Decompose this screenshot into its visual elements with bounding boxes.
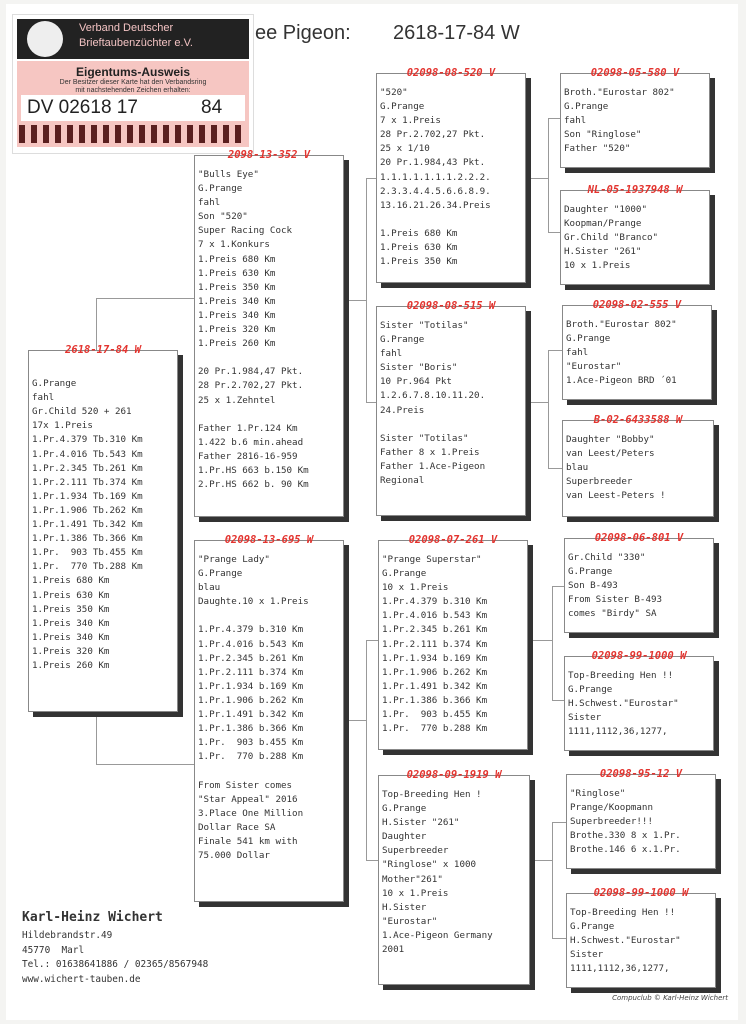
card-line: Brothe.146 6 x.1.Pr. <box>570 844 681 856</box>
card-line: van Leest/Peters <box>566 448 655 460</box>
ownership-note <box>13 79 253 95</box>
card-line: 1.Preis 340 Km <box>198 295 276 307</box>
card-line: 1.422 b.6 min.ahead <box>198 436 304 448</box>
card-line: Top-Breeding Hen !! <box>568 670 674 681</box>
card-subject <box>28 344 178 712</box>
card-line: 1.Preis 680 Km <box>198 253 276 265</box>
card-line: Sister "Boris" <box>380 362 458 374</box>
card-ring: 2618-17-84 W <box>65 344 141 356</box>
connector-line <box>348 720 366 721</box>
connector-line <box>366 860 378 861</box>
ownership-card <box>12 14 254 154</box>
card-line: 7 x 1.Preis <box>380 115 441 127</box>
card-line: H.Schwest."Eurostar" <box>570 935 681 947</box>
card-lines <box>198 553 341 863</box>
card-line: 1.2.6.7.8.10.11.20. <box>380 390 486 402</box>
card-line: Top-Breeding Hen ! <box>382 789 482 800</box>
card-line: Superbreeder <box>566 476 633 488</box>
connector-line <box>548 468 562 469</box>
card-line <box>380 213 523 227</box>
card-lines <box>382 553 525 736</box>
card-line: 3.Place One Million <box>198 807 304 819</box>
card-line: 1.Preis 340 Km <box>32 631 110 643</box>
card-line: 1.Pr.2.111 b.374 Km <box>382 638 488 650</box>
card-line: "Prange Lady" <box>198 554 270 565</box>
card-lines <box>198 168 341 492</box>
card-line: 1.Preis 350 Km <box>198 281 276 293</box>
card-line: "Eurostar" <box>382 915 438 927</box>
card-line: 1.Ace-Pigeon Germany <box>382 929 493 941</box>
card-line: Brothe.330 8 x 1.Pr. <box>570 830 681 842</box>
card-ggp-4 <box>562 414 714 517</box>
card-line: 1.Pr.1.934 Tb.169 Km <box>32 490 143 502</box>
card-line: 1.Preis 340 Km <box>198 309 276 321</box>
ring-number: DV 02618 17 <box>27 97 138 118</box>
card-line: 1.Pr.1.386 b.366 Km <box>382 694 488 706</box>
card-line: Superbreeder <box>382 845 449 857</box>
card-line: 1.Pr.1.906 b.262 Km <box>198 694 304 706</box>
card-line: 1.Pr.2.111 Tb.374 Km <box>32 476 143 488</box>
card-line: fahl <box>380 348 403 360</box>
connector-line <box>552 822 553 938</box>
card-line: 1.Pr.4.016 Tb.543 Km <box>32 448 143 460</box>
card-line: 1111,1112,36,1277, <box>568 726 668 738</box>
card-ring: NL-05-1937948 W <box>587 184 683 196</box>
card-line: G.Prange <box>568 684 613 696</box>
card-line: 20 Pr.1.984,43 Pkt. <box>380 157 486 169</box>
connector-line <box>548 350 562 351</box>
card-line: fahl <box>32 392 55 404</box>
owner-city: 45770 Marl <box>22 945 85 956</box>
card-line: 1.Pr.1.906 b.262 Km <box>382 666 488 678</box>
footer-credit: Compuclub © Karl-Heinz Wichert <box>612 994 728 1002</box>
card-line: Sister <box>570 949 604 961</box>
card-ring: B-02-6433588 W <box>593 414 683 426</box>
ring-suffix: 84 <box>201 97 223 118</box>
ownership-heading: Eigentums-Ausweis <box>75 65 191 79</box>
connector-line <box>552 700 564 701</box>
connector-line <box>552 586 553 700</box>
card-line: 1.Pr.4.379 b.310 Km <box>198 624 304 636</box>
connector-line <box>366 640 378 641</box>
card-lines <box>564 203 707 273</box>
card-line: Prange/Koopmann <box>570 802 653 814</box>
card-ring: 02098-07-261 V <box>408 534 498 546</box>
card-line: 20 Pr.1.984,47 Pkt. <box>198 366 304 378</box>
card-line: 28 Pr.2.702,27 Pkt. <box>380 129 486 141</box>
owner-street: Hildebrandstr.49 <box>22 930 113 941</box>
card-line: Sister "Totilas" <box>380 320 469 331</box>
connector-line <box>552 938 566 939</box>
card-ggp-8 <box>566 887 716 988</box>
card-line: "Star Appeal" 2016 <box>198 793 298 805</box>
card-line: 2.3.3.4.4.5.6.6.8.9. <box>380 185 491 197</box>
card-line: 1.Pr.HS 663 b.150 Km <box>198 464 309 476</box>
card-sire-sire <box>376 67 526 283</box>
owner-website[interactable]: www.wichert-tauben.de <box>22 974 141 985</box>
card-line: Super Racing Cock <box>198 225 293 237</box>
card-line: G.Prange <box>566 333 611 345</box>
card-dam-dam <box>378 769 530 985</box>
card-line: Son B-493 <box>568 580 618 592</box>
card-line: Sister <box>568 712 602 724</box>
card-line: Daughte.10 x 1.Preis <box>198 596 309 608</box>
card-line: 13.16.21.26.34.Preis <box>380 199 491 211</box>
card-line: "Ringlose" <box>570 788 626 799</box>
card-line: 7 x 1.Konkurs <box>198 239 270 251</box>
card-line: 1.Pr.4.379 Tb.310 Km <box>32 434 143 446</box>
card-line: G.Prange <box>568 566 613 578</box>
card-ring: 2098-13-352 V <box>227 149 311 161</box>
card-line: Daughter "Bobby" <box>566 434 655 445</box>
card-line: 10 x 1.Preis <box>382 582 449 594</box>
card-line: "Prange Superstar" <box>382 554 482 565</box>
card-line: 25 x 1.Zehntel <box>198 394 276 406</box>
card-line: 1.Ace-Pigeon BRD ´01 <box>566 375 677 387</box>
card-line: Koopman/Prange <box>564 218 642 230</box>
card-ring: 02098-09-1919 W <box>406 769 502 781</box>
card-line <box>198 408 341 422</box>
card-line: 1.1.1.1.1.1.1.2.2.2. <box>380 171 491 183</box>
card-line: Father 2816-16-959 <box>198 450 298 462</box>
connector-line <box>530 640 552 641</box>
card-line: H.Schwest."Eurostar" <box>568 698 679 710</box>
card-line: Father "520" <box>564 143 631 155</box>
card-line: blau <box>566 462 589 474</box>
card-ring: 02098-13-695 W <box>224 534 314 546</box>
card-line: 1.Pr.4.016 b.543 Km <box>198 638 304 650</box>
card-line: Regional <box>380 475 425 487</box>
card-line: 1.Pr.1.491 Tb.342 Km <box>32 519 143 531</box>
ownership-note-line1: Der Besitzer dieser Karte hat den Verbandsring <box>59 79 207 86</box>
card-line: 28 Pr.2.702,27 Pkt. <box>198 380 304 392</box>
card-line: G.Prange <box>380 101 425 113</box>
card-line: fahl <box>564 115 587 127</box>
card-line: 1.Preis 320 Km <box>198 324 276 336</box>
card-line: Broth."Eurostar 802" <box>564 87 675 98</box>
card-line <box>198 609 341 623</box>
card-line: 1.Pr. 903 b.455 Km <box>198 737 304 749</box>
card-line: Sister "Totilas" <box>380 432 469 444</box>
card-line: 1.Pr.1.934 b.169 Km <box>382 652 488 664</box>
card-line: fahl <box>198 197 221 209</box>
card-line: G.Prange <box>198 568 243 580</box>
card-line: 1.Preis 630 Km <box>32 589 110 601</box>
card-line: 10 x 1.Preis <box>564 260 631 272</box>
card-ggp-2 <box>560 184 710 285</box>
card-line: comes "Birdy" SA <box>568 608 657 620</box>
card-ring: 02098-95-12 V <box>599 768 683 780</box>
card-ggp-5 <box>564 532 714 633</box>
card-line: 1.Pr.1.386 Tb.366 Km <box>32 533 143 545</box>
card-line: 25 x 1/10 <box>380 143 430 155</box>
card-line: Son "520" <box>198 211 248 223</box>
card-line: 1.Pr.1.906 Tb.262 Km <box>32 504 143 516</box>
pigeon-ring-number: 2618-17-84 W <box>393 22 520 44</box>
card-lines <box>380 86 523 269</box>
card-line: 1.Preis 350 Km <box>380 256 458 268</box>
card-line: 24.Preis <box>380 404 425 416</box>
org-name-line2: Brieftaubenzüchter e.V. <box>79 37 193 49</box>
card-line: H.Sister "261" <box>564 246 642 258</box>
card-line: 1.Pr. 903 b.455 Km <box>382 709 488 721</box>
card-line: "520" <box>380 87 408 98</box>
card-line <box>198 351 341 365</box>
card-line: 1.Preis 630 Km <box>198 267 276 279</box>
card-lines <box>566 318 709 388</box>
card-line: 1.Pr.1.491 b.342 Km <box>198 709 304 721</box>
card-ggp-1 <box>560 67 710 168</box>
card-pattern <box>19 125 247 143</box>
pigeon-logo-icon <box>27 21 63 57</box>
card-ring: 02098-02-555 V <box>592 299 682 311</box>
card-line: 1.Pr. 770 b.288 Km <box>198 751 304 763</box>
card-line: G.Prange <box>198 183 243 195</box>
card-line: 1.Pr.4.016 b.543 Km <box>382 610 488 622</box>
owner-name: Karl-Heinz Wichert <box>22 910 163 925</box>
card-line: G.Prange <box>382 568 427 580</box>
card-line: 1.Pr.2.345 b.261 Km <box>382 624 488 636</box>
card-line: blau <box>198 582 221 594</box>
connector-line <box>366 178 376 179</box>
card-lines <box>568 551 711 621</box>
card-lines <box>380 319 523 488</box>
card-ggp-3 <box>562 299 712 400</box>
card-line <box>380 418 523 432</box>
card-line: 1.Pr.1.386 b.366 Km <box>198 723 304 735</box>
card-line: H.Sister "261" <box>382 817 460 829</box>
card-sire <box>194 149 344 517</box>
connector-line <box>548 118 549 232</box>
card-line: 1.Pr.2.345 Tb.261 Km <box>32 462 143 474</box>
connector-line <box>548 118 560 119</box>
connector-line <box>530 178 548 179</box>
card-line: G.Prange <box>382 803 427 815</box>
card-line: Top-Breeding Hen !! <box>570 907 676 918</box>
card-line: "Bulls Eye" <box>198 169 259 180</box>
card-line: Finale 541 km with <box>198 835 298 847</box>
card-line: Son "Ringlose" <box>564 129 642 141</box>
card-line: Gr.Child "Branco" <box>564 232 659 244</box>
card-ring: 02098-06-801 V <box>594 532 684 544</box>
connector-line <box>96 298 194 299</box>
card-line: 1.Pr.2.111 b.374 Km <box>198 666 304 678</box>
connector-line <box>348 300 366 301</box>
ownership-note-line2: mit nachstehenden Zeichen erhalten: <box>75 87 191 94</box>
card-ring: 02098-99-1000 W <box>593 887 689 899</box>
connector-line <box>534 860 552 861</box>
card-line: 2001 <box>382 944 405 956</box>
card-line: Mother"261" <box>382 873 443 885</box>
card-line: 10 Pr.964 Pkt <box>380 376 452 388</box>
card-line: 1.Pr. 903 Tb.455 Km <box>32 547 143 559</box>
card-line: Gr.Child 520 + 261 <box>32 406 132 418</box>
card-line: fahl <box>566 347 589 359</box>
card-line: 1.Preis 320 Km <box>32 645 110 657</box>
card-line: 1.Pr.2.345 b.261 Km <box>198 652 304 664</box>
card-sire-dam <box>376 300 526 516</box>
card-line: Broth."Eurostar 802" <box>566 319 677 330</box>
connector-line <box>96 764 194 765</box>
card-line: 1.Preis 680 Km <box>380 227 458 239</box>
card-ggp-7 <box>566 768 716 869</box>
card-line: From Sister comes <box>198 779 293 791</box>
card-line: 1.Pr. 770 Tb.288 Km <box>32 561 143 573</box>
card-lines <box>566 433 711 503</box>
connector-line <box>366 402 376 403</box>
card-line: 1.Preis 680 Km <box>32 575 110 587</box>
connector-line <box>530 402 548 403</box>
card-ring: 02098-08-520 V <box>406 67 496 79</box>
card-line: Father 8 x 1.Preis <box>380 446 480 458</box>
card-line: H.Sister <box>382 901 427 913</box>
card-line: van Leest-Peters ! <box>566 490 666 502</box>
card-line: 1.Pr. 770 b.288 Km <box>382 723 488 735</box>
card-line: 1.Preis 260 Km <box>198 338 276 350</box>
card-line: G.Prange <box>564 101 609 113</box>
owner-phone: Tel.: 01638641886 / 02365/8567948 <box>22 959 209 970</box>
card-line: 1.Pr.1.934 b.169 Km <box>198 680 304 692</box>
card-ring: 02098-05-580 V <box>590 67 680 79</box>
connector-line <box>552 822 566 823</box>
card-lines <box>568 669 711 739</box>
connector-line <box>366 640 367 860</box>
card-line <box>198 764 341 778</box>
card-line: 1.Preis 630 Km <box>380 242 458 254</box>
card-line: 10 x 1.Preis <box>382 887 449 899</box>
card-line <box>32 363 175 377</box>
card-line: 75.000 Dollar <box>198 849 270 861</box>
card-ring: 02098-08-515 W <box>406 300 496 312</box>
connector-line <box>548 232 560 233</box>
card-lines <box>570 906 713 976</box>
card-line: 1.Preis 350 Km <box>32 603 110 615</box>
connector-line <box>96 712 97 764</box>
card-lines <box>570 787 713 857</box>
card-lines <box>564 86 707 156</box>
card-line: "Ringlose" x 1000 <box>382 859 477 871</box>
card-line: 1111,1112,36,1277, <box>570 963 670 975</box>
card-line: Superbreeder!!! <box>570 816 653 828</box>
card-line: 1.Pr.1.491 b.342 Km <box>382 680 488 692</box>
card-line: G.Prange <box>32 378 77 390</box>
card-dam-sire <box>378 534 528 750</box>
card-lines <box>32 363 175 673</box>
card-line: 17x 1.Preis <box>32 420 93 432</box>
connector-line <box>366 178 367 402</box>
connector-line <box>552 586 564 587</box>
card-ring: 02098-99-1000 W <box>591 650 687 662</box>
card-line: Dollar Race SA <box>198 821 276 833</box>
card-line: Daughter <box>382 831 427 843</box>
card-line: G.Prange <box>570 921 615 933</box>
card-line: Gr.Child "330" <box>568 552 646 563</box>
card-line: G.Prange <box>380 334 425 346</box>
connector-line <box>548 350 549 468</box>
card-line: Father 1.Pr.124 Km <box>198 422 298 434</box>
card-lines <box>382 788 527 957</box>
page-title: ee Pigeon: <box>255 22 351 44</box>
card-ggp-6 <box>564 650 714 751</box>
card-line: 1.Pr.4.379 b.310 Km <box>382 596 488 608</box>
card-line: From Sister B-493 <box>568 594 663 606</box>
card-line: 1.Preis 260 Km <box>32 659 110 671</box>
card-line: 2.Pr.HS 662 b. 90 Km <box>198 479 309 491</box>
card-dam <box>194 534 344 902</box>
org-name-line1: Verband Deutscher <box>79 22 174 34</box>
card-line: 1.Preis 340 Km <box>32 617 110 629</box>
card-line: "Eurostar" <box>566 361 622 373</box>
card-line: Father 1.Ace-Pigeon <box>380 460 486 472</box>
card-line: Daughter "1000" <box>564 204 647 215</box>
